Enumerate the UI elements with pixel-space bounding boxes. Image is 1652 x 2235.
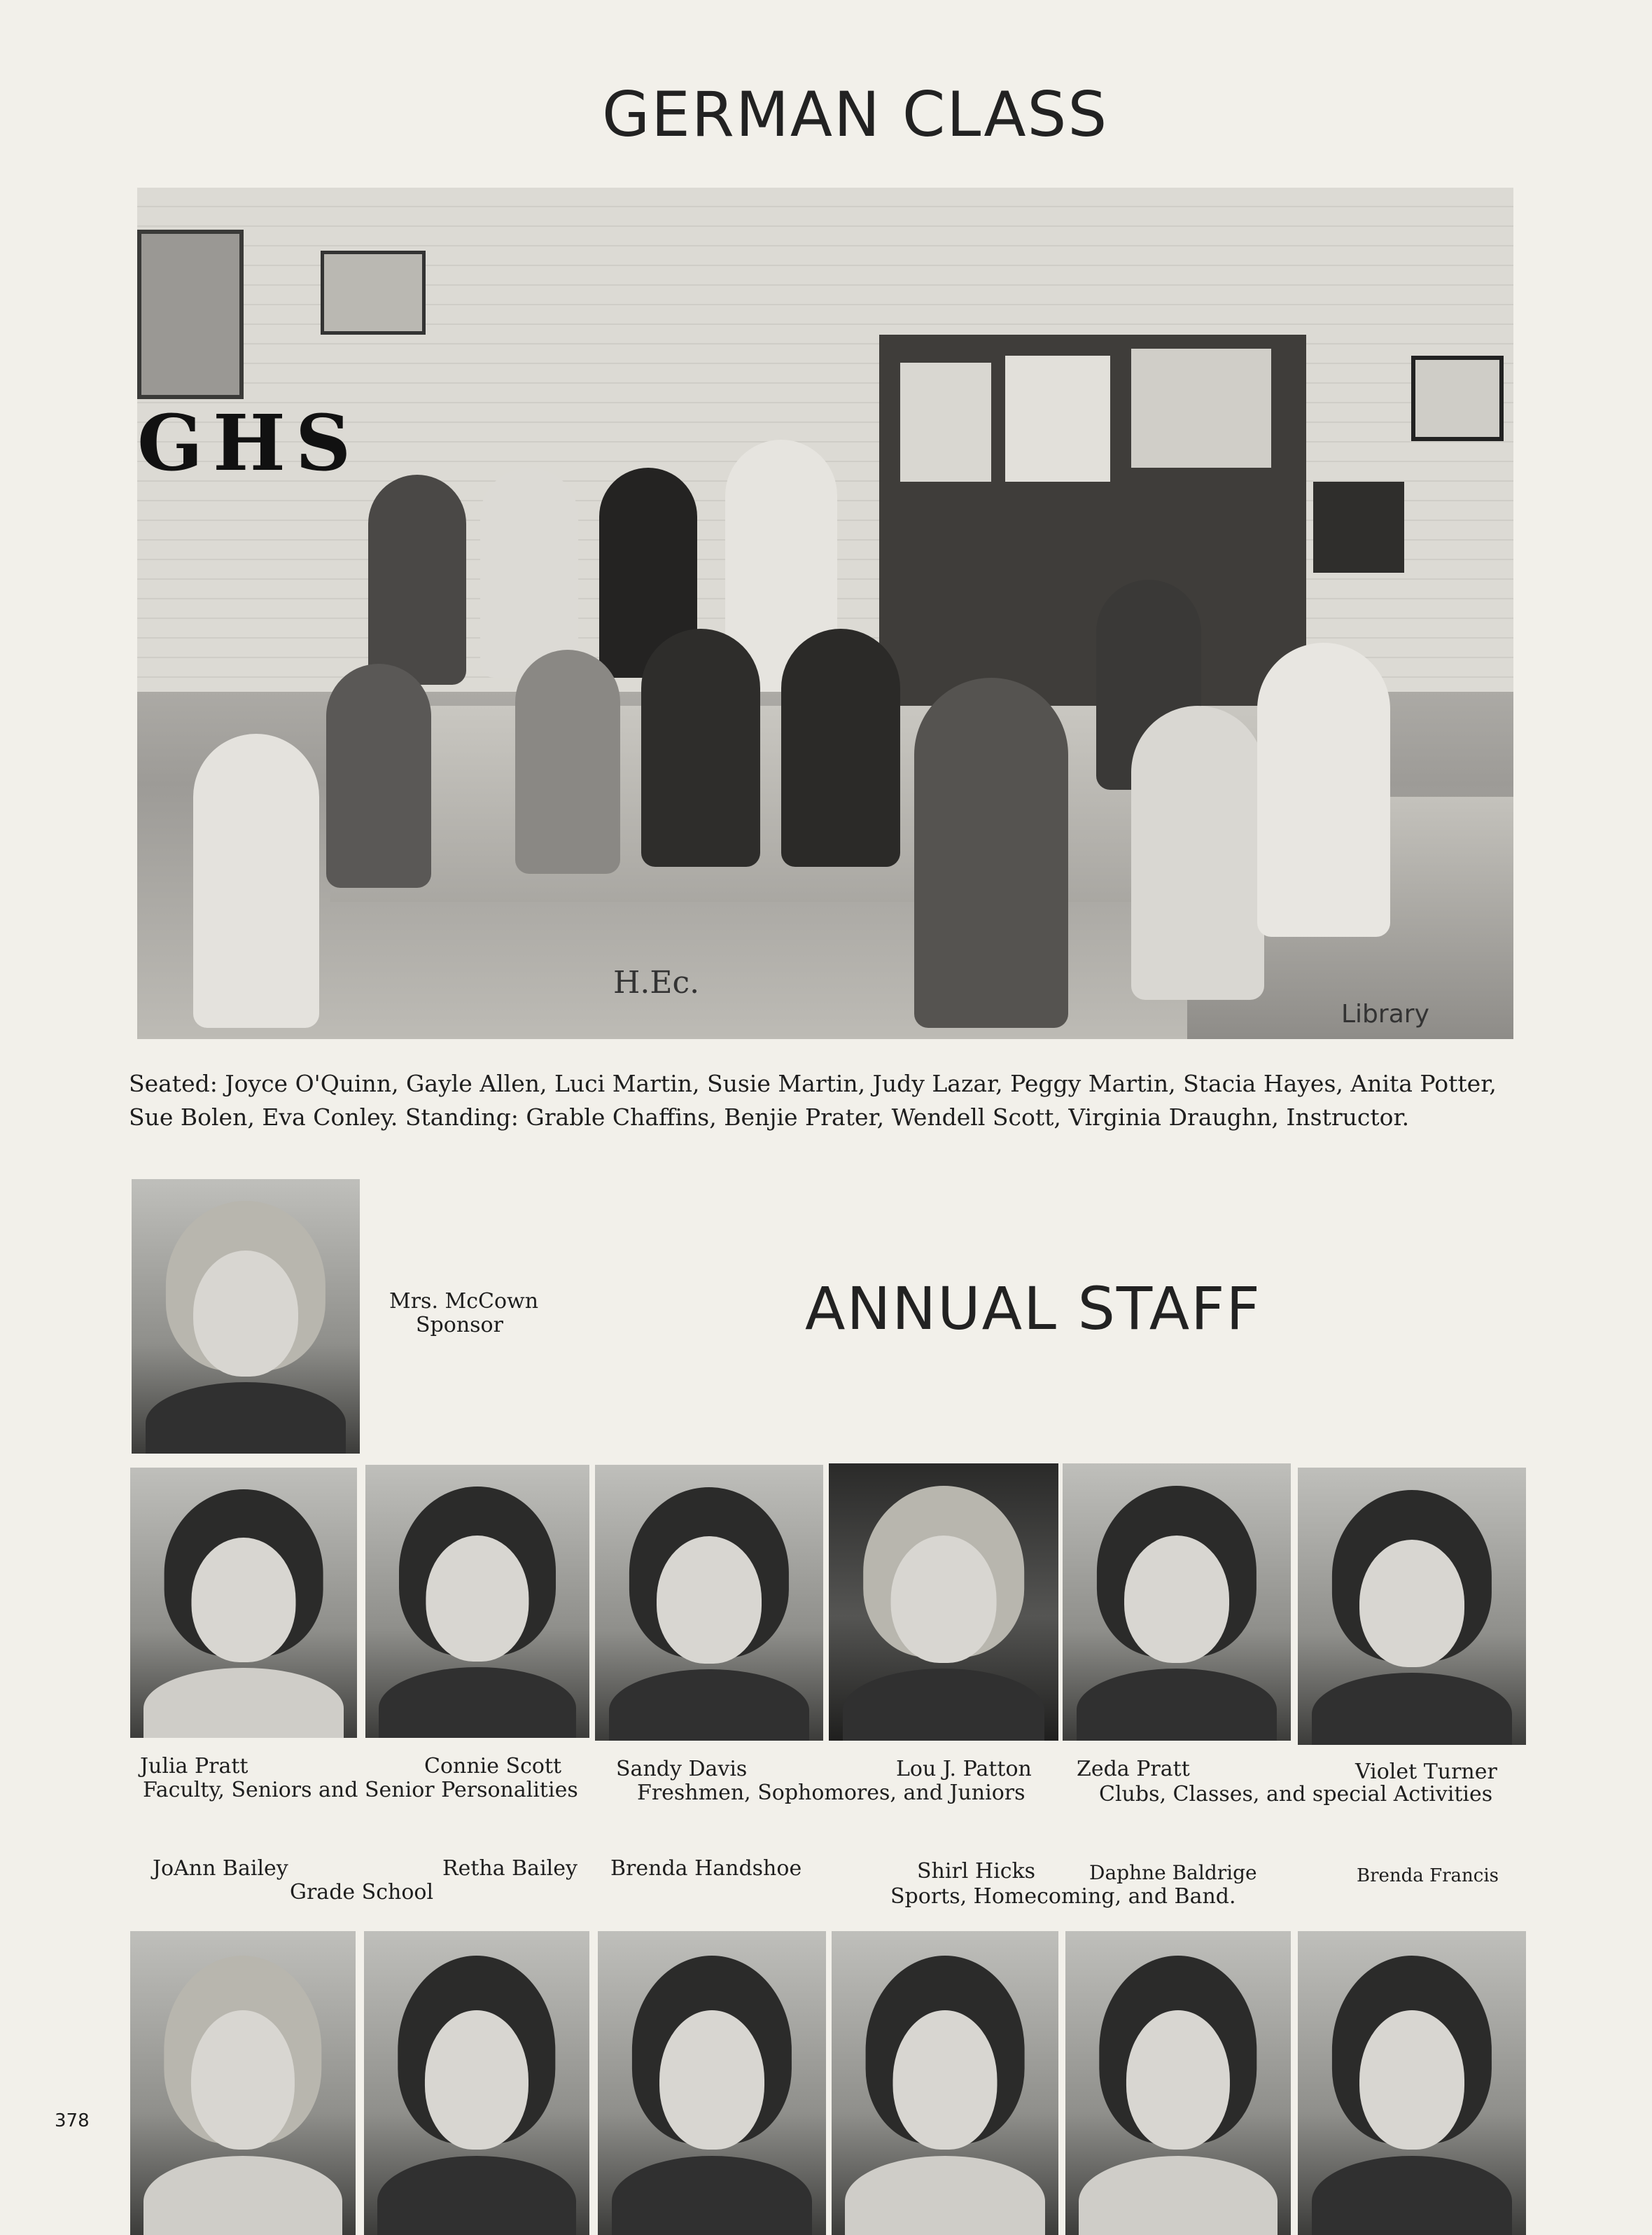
- staff-name: Shirl Hicks: [917, 1859, 1036, 1884]
- sponsor-portrait: [132, 1179, 360, 1454]
- framed-picture: [137, 230, 244, 399]
- student-figure: [480, 468, 578, 678]
- staff-section: Sports, Homecoming, and Band.: [890, 1884, 1236, 1909]
- staff-portrait: [1298, 1931, 1526, 2235]
- student-figure: [781, 629, 900, 867]
- staff-portrait: [1298, 1468, 1526, 1745]
- staff-portrait: [130, 1931, 356, 2235]
- student-figure: [326, 664, 431, 888]
- staff-name: Daphne Baldrige: [1089, 1861, 1257, 1884]
- german-class-caption: Seated: Joyce O'Quinn, Gayle Allen, Luci Martin, Susie Martin, Judy Lazar, Peggy Martin, Stacia Hayes, Anita Potter, Sue Bolen, Eva Conley. Standing: Grable Chaffins, Benjie Prater, Wendell Scott, Virginia Draughn, Instructor.: [129, 1070, 1497, 1131]
- sponsor-role: Sponsor: [416, 1313, 503, 1337]
- staff-portrait: [832, 1931, 1058, 2235]
- staff-portrait: [130, 1468, 357, 1738]
- staff-name: Connie Scott: [424, 1754, 562, 1778]
- staff-name: Julia Pratt: [140, 1754, 248, 1778]
- drawing: [1131, 349, 1271, 468]
- staff-name: Brenda Handshoe: [610, 1856, 802, 1881]
- staff-section: Freshmen, Sophomores, and Juniors: [637, 1781, 1026, 1805]
- ghs-letters: GHS: [137, 398, 361, 488]
- chair-marking: H.Ec.: [613, 965, 700, 1001]
- student-figure: [1257, 643, 1390, 937]
- flower-print: [1313, 482, 1404, 573]
- staff-name: Zeda Pratt: [1077, 1757, 1190, 1781]
- staff-portrait: [595, 1465, 823, 1741]
- german-class-title: GERMAN CLASS: [602, 78, 1109, 151]
- framed-fruit-picture: [1411, 356, 1504, 441]
- student-figure: [515, 650, 620, 874]
- drawing: [1005, 356, 1110, 482]
- staff-name: Brenda Francis: [1357, 1865, 1499, 1886]
- staff-portrait: [829, 1463, 1058, 1741]
- framed-picture: [321, 251, 426, 335]
- staff-name: JoAnn Bailey: [153, 1856, 288, 1881]
- staff-name: Lou J. Patton: [896, 1757, 1032, 1781]
- student-figure: [914, 678, 1068, 1028]
- chair-marking: Library: [1341, 1000, 1429, 1029]
- staff-portrait: [598, 1931, 826, 2235]
- page-number: 378: [55, 2110, 90, 2131]
- student-figure: [641, 629, 760, 867]
- staff-name: Violet Turner: [1355, 1760, 1497, 1784]
- staff-portrait: [365, 1465, 589, 1738]
- german-class-photo: [137, 188, 1513, 1039]
- student-figure: [193, 734, 319, 1028]
- staff-section: Grade School: [290, 1880, 434, 1905]
- annual-staff-title: ANNUAL STAFF: [805, 1274, 1261, 1343]
- staff-section: Clubs, Classes, and special Activities: [1099, 1782, 1493, 1806]
- bird-drawing: [900, 363, 991, 482]
- staff-name: Sandy Davis: [616, 1757, 748, 1781]
- sponsor-name: Mrs. McCown: [389, 1289, 539, 1314]
- staff-name: Retha Bailey: [442, 1856, 578, 1881]
- staff-portrait: [364, 1931, 589, 2235]
- student-figure: [1131, 706, 1264, 1000]
- staff-portrait: [1065, 1931, 1291, 2235]
- staff-section: Faculty, Seniors and Senior Personalities: [143, 1778, 578, 1802]
- student-figure: [368, 475, 466, 685]
- staff-portrait: [1063, 1463, 1291, 1741]
